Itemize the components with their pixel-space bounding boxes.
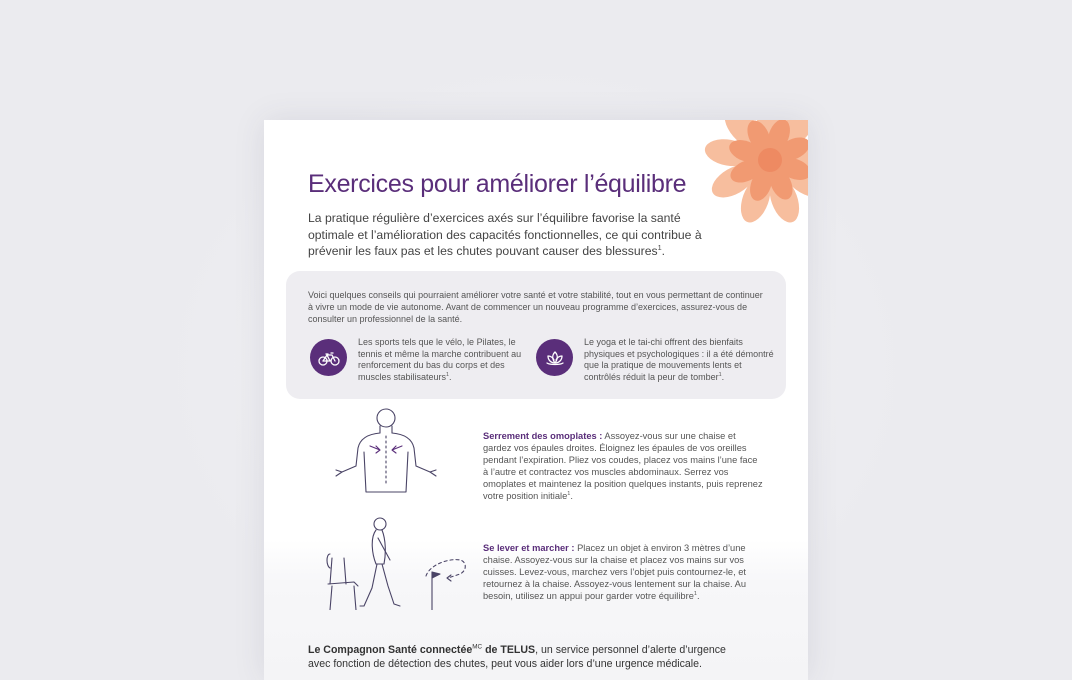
footnote-ref: 1 <box>718 371 722 378</box>
companion-product-name: Le Compagnon Santé connectée <box>308 644 473 656</box>
footnote-ref: 1 <box>446 371 450 378</box>
exercise-shoulder-blades: Serrement des omoplates : Assoyez-vous sur une chaise et gardez vos épaules droites. Éloignez les épaules de vos oreilles pendant l’expiration. Pliez vos coudes, placez vos mains l’une face à l’autre et contractez vos muscles abdominaux. Serrez vos omoplates et maintenez la position quelques instants, puis reprenez votre position initiale$^1$. <box>483 431 763 502</box>
tips-panel <box>286 271 786 399</box>
document-page <box>264 120 808 680</box>
tip-text: Les sports tels que le vélo, le Pilates, le tennis et même la marche contribuent au renforcement du bas du corps et des muscles stabilisateurs$^1$. <box>358 337 522 382</box>
exercise-text: Placez un objet à environ 3 mètres d’une chaise. Assoyez-vous sur la chaise et placez vos mains sur vos cuisses. Levez-vous, marchez vers l’objet puis contournez-le, et retournez à la chaise. Assoyez-vous lentement sur la chaise. Au besoin, utilisez un appui pour garder votre équilibre <box>483 543 747 602</box>
intro-text: La pratique régulière d’exercices axés sur l’équilibre favorise la santé optimale et l’amélioration des capacités fonctionnelles, ce qui contribue à prévenir les faux pas et les chutes pouvant causer des blessures <box>308 211 702 258</box>
intro-paragraph: La pratique régulière d’exercices axés sur l’équilibre favorise la santé optimale et l’amélioration des capacités fonctionnelles, ce qui contribue à prévenir les faux pas et les chutes pouvant causer des blessures$^1$. <box>308 211 702 258</box>
trademark-mark: MC <box>472 643 483 651</box>
footnote-ref: 1 <box>567 491 571 498</box>
footnote-ref: 1 <box>657 242 662 252</box>
tip-text-body: Le yoga et le tai-chi offrent des bienfaits physiques et psychologiques : il a été démontré que la pratique de mouvements lents et contrôlés réduit la peur de tomber <box>584 337 774 382</box>
shoulder-blade-squeeze-illustration <box>330 406 440 501</box>
exercise-title: Serrement des omoplates : <box>483 431 603 441</box>
flower-decoration <box>698 120 808 228</box>
stand-and-walk-illustration <box>320 514 470 610</box>
companion-brand: de TELUS <box>482 644 536 656</box>
tips-intro: Voici quelques conseils qui pourraient améliorer votre santé et votre stabilité, tout en vous permettant de continuer à vivre un mode de vie autonome. Avant de commencer un nouveau programme d’exercices, assurez-vous de consulter un professionnel de la santé. <box>308 290 763 324</box>
bicycle-icon <box>310 339 347 376</box>
exercise-text: Assoyez-vous sur une chaise et gardez vos épaules droites. Éloignez les épaules de vos oreilles pendant l’expiration. Pliez vos coudes, placez vos mains l’une face à l’autre et contractez vos muscles abdominaux. Serrez vos omoplates et maintenez la position quelques instants, puis reprenez votre position initiale <box>483 431 763 502</box>
tip-text-body: Les sports tels que le vélo, le Pilates, le tennis et même la marche contribuent au renforcement du bas du corps et des muscles stabilisateurs <box>358 337 522 382</box>
footnote-ref: 1 <box>693 591 697 598</box>
companion-text: , un service personnel d’alerte d’urgence avec fonction de détection des chutes, peut vous aider lors d’une urgence médicale. <box>308 644 726 670</box>
page-title: Exercices pour améliorer l’équilibre <box>308 170 687 198</box>
exercise-title: Se lever et marcher : <box>483 543 575 553</box>
companion-paragraph <box>308 643 748 671</box>
lotus-icon <box>536 339 573 376</box>
tip-text: Le yoga et le tai-chi offrent des bienfaits physiques et psychologiques : il a été démontré que la pratique de mouvements lents et contrôlés réduit la peur de tomber$^1$. <box>584 337 774 382</box>
exercise-stand-and-walk: Se lever et marcher : Placez un objet à environ 3 mètres d’une chaise. Assoyez-vous sur la chaise et placez vos mains sur vos cuisses. Levez-vous, marchez vers l’objet puis contournez-le, et retournez à la chaise. Assoyez-vous lentement sur la chaise. Au besoin, utilisez un appui pour garder votre équilibre$^1$. <box>483 543 747 602</box>
